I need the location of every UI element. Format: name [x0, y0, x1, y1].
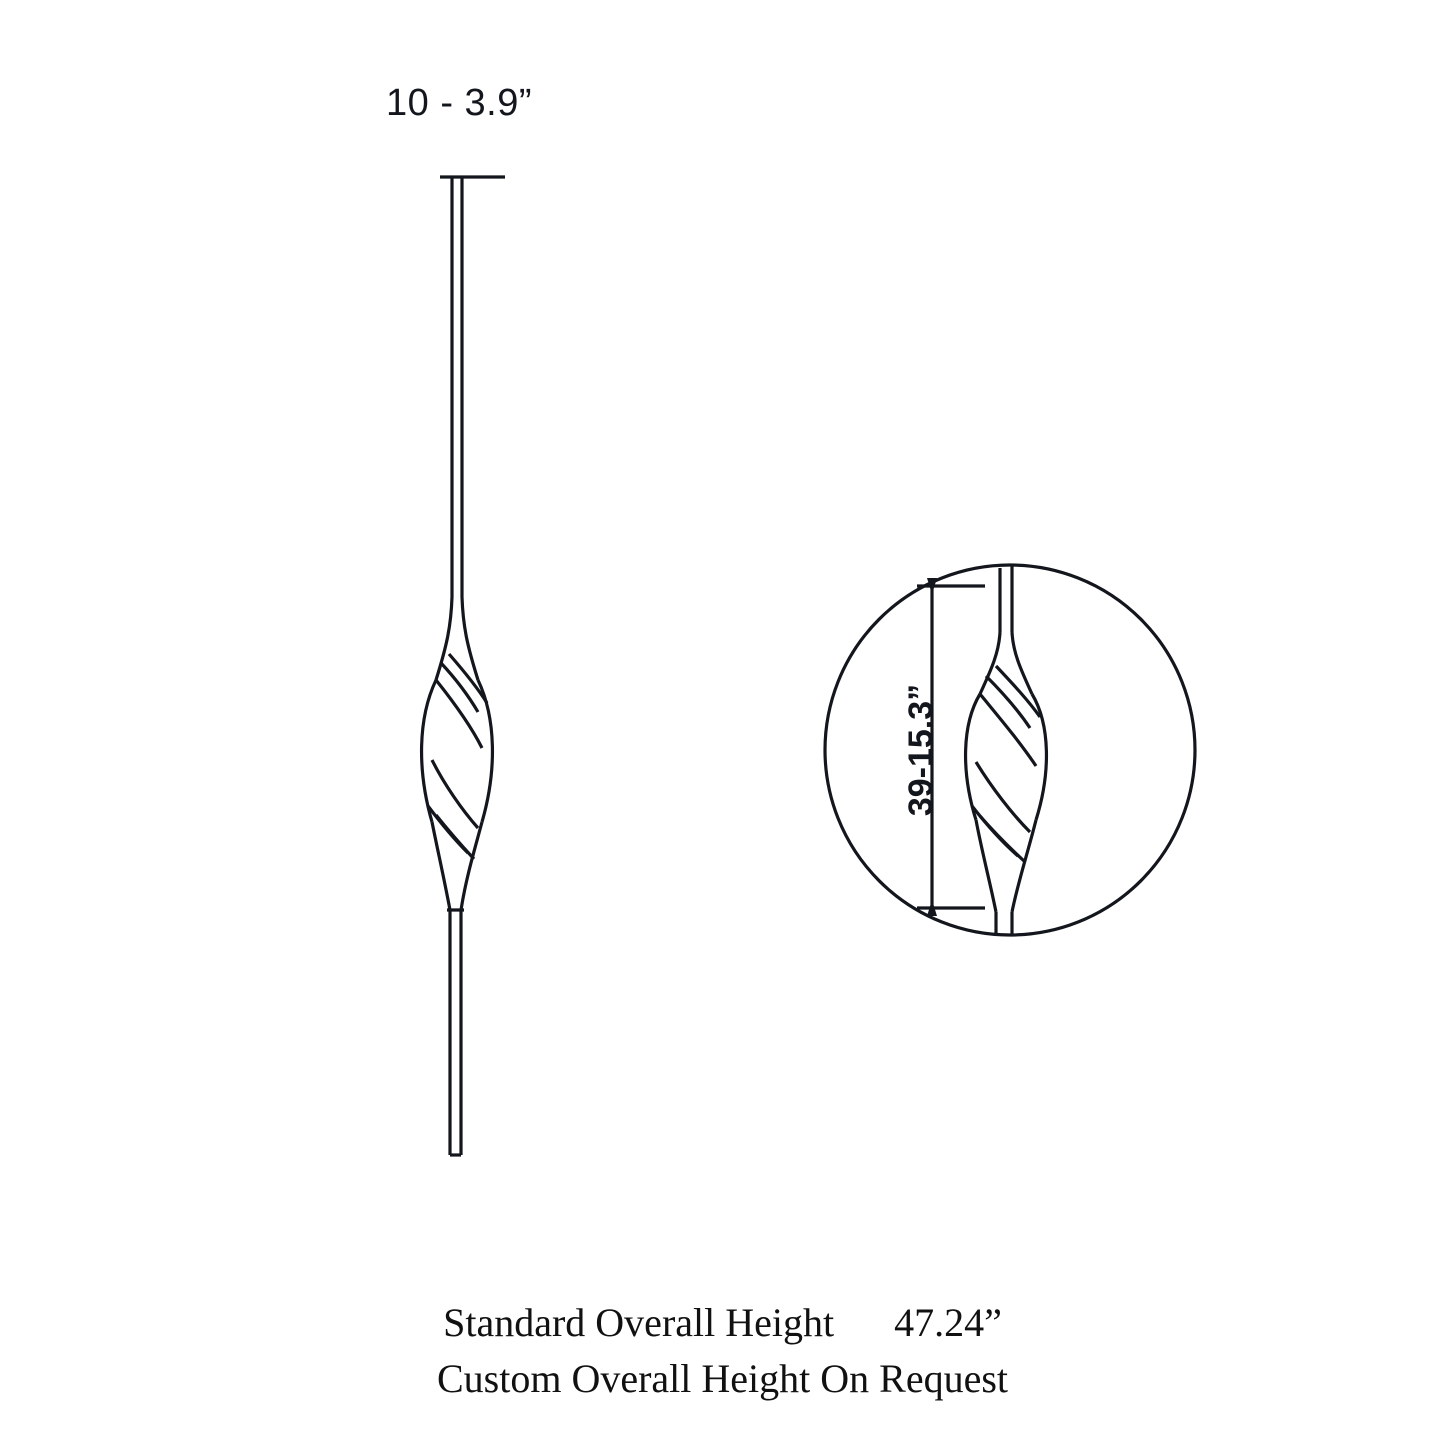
footer-notes — [0, 1295, 1445, 1407]
twist-line-lower-b — [436, 815, 474, 859]
standard-height-label: Standard Overall Height — [443, 1300, 835, 1345]
custom-height-note: Custom Overall Height On Request — [436, 1356, 1009, 1401]
bulb-left — [422, 680, 436, 822]
standard-height-value: 47.24” — [894, 1300, 1002, 1345]
standard-height-row — [0, 1295, 1445, 1351]
twist-line-upper-a — [441, 663, 478, 712]
lower-taper-left — [432, 822, 450, 910]
detail-dimension-label: 39-15.3” — [901, 683, 940, 817]
twist-line-upper-c — [436, 680, 482, 748]
upper-taper-right — [462, 597, 478, 680]
top-dimension-label: 10 - 3.9” — [386, 82, 533, 124]
lower-taper-right — [461, 822, 482, 910]
